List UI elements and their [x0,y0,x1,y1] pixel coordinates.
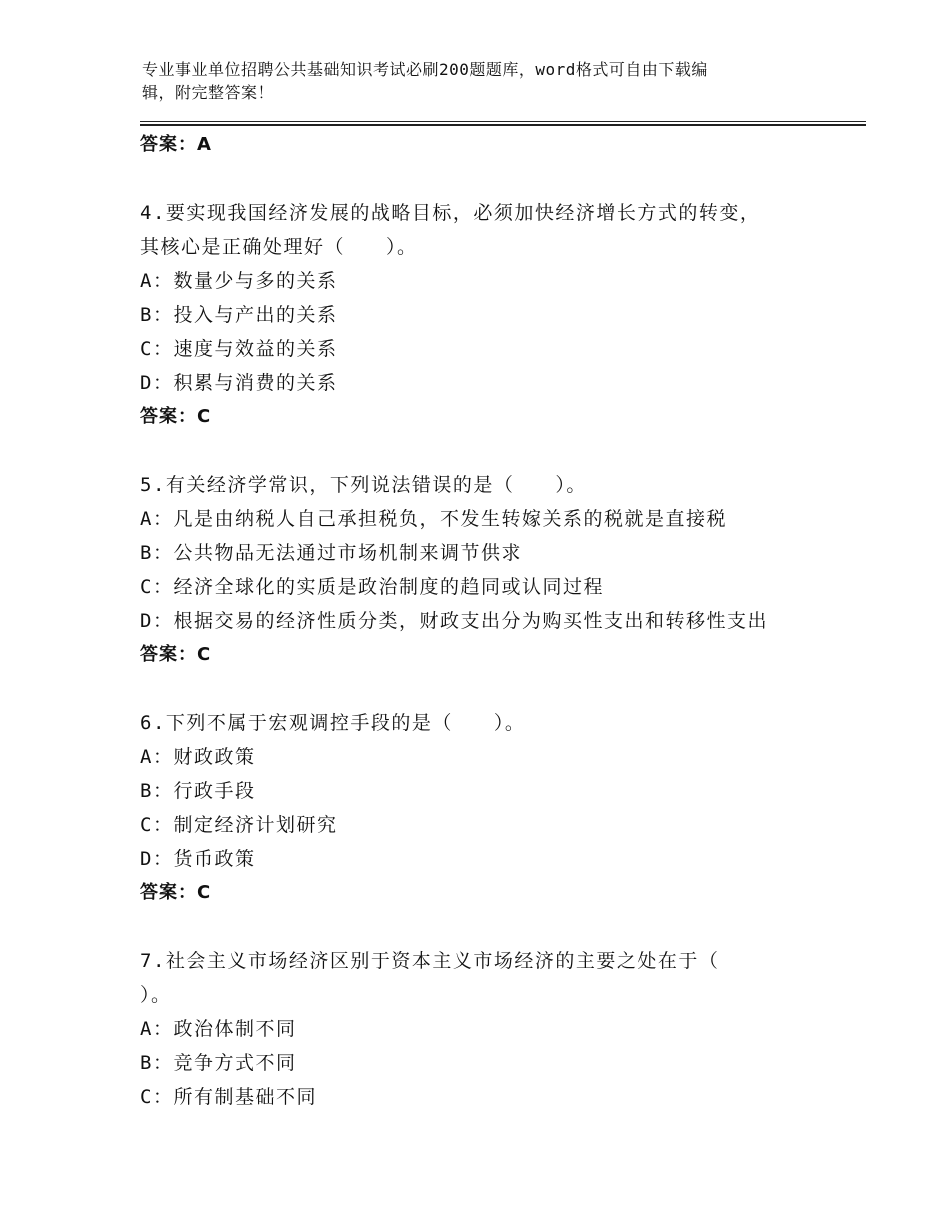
question-6 [140,706,820,910]
question-7-option-b: B：竞争方式不同 [140,1052,297,1074]
question-5-stem-line-1: 5.有关经济学常识，下列说法错误的是（ ）。 [140,474,587,496]
question-list [140,128,820,1114]
question-7 [140,944,820,1114]
spacer [140,910,820,944]
question-5-option-c: C：经济全球化的实质是政治制度的趋同或认同过程 [140,576,604,598]
header-title-line-1: 专业事业单位招聘公共基础知识考试必刷200题题库，word格式可自由下载编 [142,60,708,79]
question-4-stem-line-2: 其核心是正确处理好（ ）。 [140,236,418,258]
question-7-option-a: A：政治体制不同 [140,1018,297,1040]
question-5-answer: 答案：C [140,644,212,665]
header-title-line-2: 辑，附完整答案！ [142,83,275,102]
question-4-stem-line-1: 4.要实现我国经济发展的战略目标，必须加快经济增长方式的转变， [140,202,761,224]
previous-answer: 答案：A [140,134,212,155]
question-6-option-c: C：制定经济计划研究 [140,814,338,836]
question-4-option-c: C：速度与效益的关系 [140,338,338,360]
question-6-option-b: B：行政手段 [140,780,256,802]
question-4-option-a: A：数量少与多的关系 [140,270,338,292]
question-6-option-d: D：货币政策 [140,848,256,870]
question-6-stem-line-1: 6.下列不属于宏观调控手段的是（ ）。 [140,712,526,734]
question-7-stem-line-1: 7.社会主义市场经济区别于资本主义市场经济的主要之处在于（ [140,950,720,972]
question-5 [140,468,820,672]
spacer [140,672,820,706]
question-6-option-a: A：财政政策 [140,746,256,768]
question-4-option-d: D：积累与消费的关系 [140,372,338,394]
header-divider-thin [140,121,866,122]
question-5-option-d: D：根据交易的经济性质分类，财政支出分为购买性支出和转移性支出 [140,610,768,632]
page-header [142,58,792,104]
question-4 [140,196,820,434]
question-7-option-c: C：所有制基础不同 [140,1086,317,1108]
question-7-stem-line-2: ）。 [140,984,172,1006]
question-4-answer: 答案：C [140,406,212,427]
question-5-option-b: B：公共物品无法通过市场机制来调节供求 [140,542,522,564]
question-4-option-b: B：投入与产出的关系 [140,304,338,326]
spacer [140,162,820,196]
question-6-answer: 答案：C [140,882,212,903]
header-divider-thick [140,124,866,126]
spacer [140,434,820,468]
question-5-option-a: A：凡是由纳税人自己承担税负，不发生转嫁关系的税就是直接税 [140,508,727,530]
